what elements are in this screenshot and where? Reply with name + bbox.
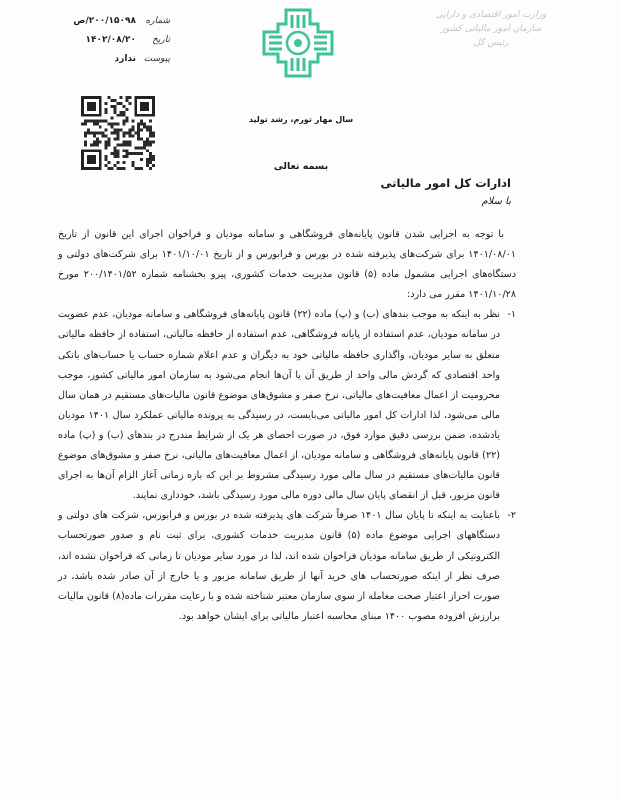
clause-1 (58, 305, 516, 506)
letter-number-label: شماره (145, 16, 170, 26)
letter-date-row (60, 31, 170, 50)
letter-attachment-value: ندارد (114, 54, 136, 64)
addressee: ادارات کل امور مالیاتی (380, 176, 511, 190)
clause-number: ۲- (507, 510, 516, 522)
letter-number-row (60, 12, 170, 31)
letter-date-label: تاریخ (152, 35, 170, 45)
greeting: با سلام (481, 196, 511, 207)
letter-number-value: ۲۰۰/۱۵۰۹۸/ص (73, 16, 136, 26)
letterhead-title: رئیس کل (473, 38, 509, 48)
letterhead-organization: سازمان امور مالیاتی کشور (440, 24, 542, 34)
letterhead-ministry: وزارت امور اقتصادی و دارایی (435, 10, 547, 20)
intro-paragraph: با توجه به اجرایی شدن قانون پایانه‌های فروشگاهی و سامانه مودیان و فراخوان اجرای این قانون از تاریخ ۱۴۰۱/۰۸/۰۱ برای شرکت‌های پذیرفته شده در بورس و فرابورس و از تاریخ ۱۴۰۱/۱۰/۰۱ برای شرکت‌های دولتی و دستگاه‌های اجرایی مشمول ماده (۵) قانون مدیریت خدمات کشوری، پیرو بخشنامه شماره ۲۰۰/۱۴۰۱/۵۲ مورخ ۱۴۰۱/۱۰/۲۸ مقرر می دارد: (58, 229, 516, 301)
bismillah-heading: بسمه تعالی (273, 161, 329, 172)
letterhead (431, 8, 551, 50)
letter-attachment-row (60, 50, 170, 69)
clause-number: ۱- (507, 309, 516, 321)
letter-attachment-label: پیوست (143, 54, 170, 64)
clause-2 (58, 506, 516, 627)
clause-text: نظر به اینکه به موجب بندهای (ب) و (پ) ماده (۲۲) قانون پایانه‌های فروشگاهی و سامانه مودیان، عدم عضویت در سامانه مودیان، عدم استفاده از پایانه فروشگاهی، عدم استفاده از حافظه مالیاتی، استفاده از حافظه مالیاتی متعلق به سایر مودیان، واگذاری حافظه مالیاتی خود به دیگران و عدم اعلام شماره حساب یا حساب‌های بانکی واحد اقتصادی که گردش مالی واحد از طریق آن یا آن‌ها انجام می‌شود به سازمان امور مالیاتی کشور، موجب محرومیت از اعمال معافیت‌های مالیاتی، نرخ صفر و مشوق‌های موضوع قانون مالیات‌های مستقیم در همان سال مالی می‌شود، لذا ادارات کل امور مالیاتی می‌بایست، در رسیدگی به پرونده مالیاتی عملکرد سال ۱۴۰۱ مودیان یادشده، ضمن بررسی دقیق موارد فوق، در صورت احصای هر یک از شرایط مندرج در بندهای (ب) و (پ) ماده (۲۲) قانون پایانه‌های فروشگاهی و سامانه مودیان، از اعمال معافیت‌های مالیاتی، نرخ صفر و مشوق‌های موضوع قانون مالیات‌های مستقیم در سال مالی مورد رسیدگی مشروط بر این که بازه زمانی آغاز الزام آن‌ها به اجرای قانون مزبور، قبل از انقضای پایان سال مالی دوره مالی مورد رسیدگی باشد، خودداری نمایند. (58, 309, 500, 502)
qr-code-icon (80, 96, 156, 170)
year-slogan: سال مهار تورم، رشد تولید (248, 115, 354, 124)
emblem-logo-icon (260, 6, 336, 80)
letter-body (58, 225, 516, 627)
letter-meta (60, 12, 170, 69)
clause-text: باعنایت به اینکه تا پایان سال ۱۴۰۱ صرفاً شرکت های پذیرفته شده در بورس و فرابورس، شرکت های دولتی و دستگاههای اجرایی موضوع ماده (۵) قانون مدیریت خدمات کشوری، برای ثبت نام و صدور صورتحساب الکترونیکی از طریق سامانه مودیان فراخوان شده اند، لذا در مورد سایر مودیان تا زمانی که فراخوان نشده اند، صرف نظر از اینکه صورتحساب های خرید آنها از طریق سامانه مزبور و یا خارج از آن صادر شده باشد، در صورت احراز اعتبار صحت معامله از سوی سازمان معتبر شناخته شده و با رعایت مقررات ماده(۸) قانون مالیات برارزش افزوده مصوب ۱۴۰۰ مبنای محاسبه اعتبار مالیاتی برای ایشان خواهد بود. (58, 510, 500, 622)
letter-date-value: ۱۴۰۲/۰۸/۲۰ (85, 35, 136, 45)
